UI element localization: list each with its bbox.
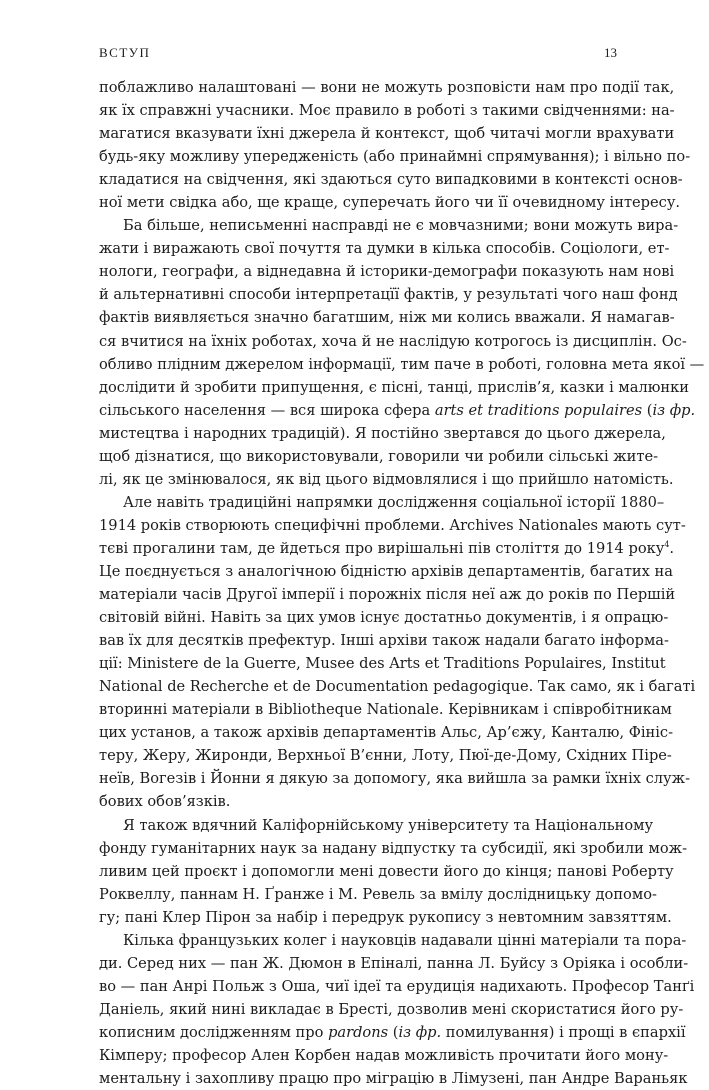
text-line: кладатися на свідчення, які здаються суто випадковими в контексті основ- — [99, 171, 683, 189]
text-line: вав їх для десятків префектур. Інші архіви також надали багато інформа- — [99, 632, 669, 650]
text-line: Це поєднується з аналогічною бідністю архівів департаментів, багатих на — [99, 562, 673, 580]
text-line: тєві прогалини там, де йдеться про вирішальні пів століття до 1914 року$^4$. — [99, 539, 675, 557]
text-line: матеріали часів Другої імперії і порожніх після неї аж до років по Першій — [99, 586, 676, 604]
page-number: 13 — [604, 45, 617, 60]
text-line: ції: Ministere de la Guerre, Musee des Arts et Traditions Populaires, Institut — [99, 655, 666, 673]
running-head — [99, 45, 617, 65]
text-line: як їх справжні учасники. Моє правило в роботі з такими свідченнями: на- — [99, 102, 675, 120]
text-line: нологи, географи, а віднедавна й історики-демографи показують нам нові — [99, 263, 675, 281]
text-line: поблажливо налаштовані — вони не можуть розповісти нам про події так, — [99, 79, 675, 96]
text-line: ментальну і захопливу працю про міграцію в Лімузені, пан Андре Вараньяк — [99, 1070, 688, 1088]
italic-term: arts et traditions populaires — [434, 401, 643, 419]
italic-term: pardons — [328, 1023, 389, 1041]
text-line: National de Recherche et de Documentation pedagogique. Так само, як і багаті — [99, 678, 696, 696]
text-line: фонду гуманітарних наук за надану відпустку та субсидії, які зробили мож- — [99, 839, 688, 857]
text-line: будь-яку можливу упередженість (або принаймні спрямування); і вільно по- — [99, 148, 691, 166]
text-line: Даніель, який нині викладає в Бресті, дозволив мені скористатися його ру- — [99, 1000, 684, 1018]
text-line: мистецтва і народних традицій). Я постійно звертався до цього джерела, — [99, 424, 666, 442]
text-line: цих установ, а також архівів департаментів Альс, Ар’єжу, Канталю, Фініс- — [99, 724, 674, 742]
text-line: во — пан Анрі Польж з Оша, чиї ідеї та ерудиція надихають. Професор Танґі — [99, 977, 695, 995]
section-title: ВСТУП — [99, 45, 151, 60]
text-line: Кімперу; професор Ален Корбен надав можливість прочитати його мону- — [99, 1046, 669, 1064]
text-line: жати і виражають свої почуття та думки в кілька способів. Соціологи, ет- — [99, 240, 670, 258]
text-line: Але навіть традиційні напрямки дослідження соціальної історії 1880– — [123, 493, 665, 511]
text-line: обливо плідним джерелом інформації, тим паче в роботі, головна мета якої — — [99, 355, 705, 373]
text-line: фактів виявляється значно багатшим, ніж ми колись вважали. Я намагав- — [99, 309, 675, 327]
text-line: 1914 років створюють специфічні проблеми. Archives Nationales мають сут- — [99, 516, 686, 534]
footnote-ref[interactable]: 4 — [664, 540, 670, 550]
text-line: щоб дізнатися, що використовували, говорили чи робили сільські жите- — [99, 447, 659, 465]
text-line: ної мети свідка або, ще краще, суперечать його чи її очевидному інтересу. — [99, 194, 681, 212]
text-line: кописним дослідженням про pardons (із фр. помилування) і прощі в єпархії — [99, 1023, 686, 1041]
italic-term: із фр. — [398, 1023, 442, 1041]
text-line: ся вчитися на їхніх роботах, хоча й не наслідую котрогось із дисциплін. Ос- — [99, 332, 687, 350]
text-line: Кілька французьких колег і науковців надавали цінні матеріали та пора- — [123, 931, 687, 949]
text-line: Я також вдячний Каліфорнійському університету та Національному — [123, 816, 654, 834]
text-line: бових обов’язків. — [99, 793, 231, 811]
body-text — [99, 76, 705, 1090]
text-line: лі, як це змінювалося, як від цього відмовлялися і що прийшло натомість. — [99, 470, 674, 488]
text-line: сільського населення — вся широка сфера arts et traditions populaires (із фр. — [99, 401, 696, 419]
text-line: ливим цей проєкт і допомогли мені довести його до кінця; панові Роберту — [99, 862, 674, 880]
text-line: магатися вказувати їхні джерела й контекст, щоб читачі могли врахувати — [99, 125, 675, 143]
text-line: й альтернативні способи інтерпретацїї фактів, у результаті чого наш фонд — [99, 286, 678, 304]
text-line: гу; пані Клер Пірон за набір і передрук рукопису з невтомним завзяттям. — [99, 908, 672, 926]
text-line: неїв, Вогезів і Йонни я дякую за допомогу, яка вийшла за рамки їхніх служ- — [99, 770, 691, 788]
italic-term: із фр. — [652, 401, 696, 419]
text-line: Роквеллу, паннам Н. Ґранже і М. Ревель за вмілу дослідницьку допомо- — [99, 885, 657, 903]
text-line: вторинні матеріали в Bibliotheque Nationale. Керівникам і співробітникам — [99, 701, 672, 719]
text-line: ди. Серед них — пан Ж. Дюмон в Епіналі, панна Л. Буйсу з Оріяка і особли- — [99, 954, 689, 972]
text-line: теру, Жеру, Жиронди, Верхньої В’єнни, Лоту, Пюї-де-Дому, Східних Піре- — [99, 747, 672, 765]
text-line: світовій війні. Навіть за цих умов існує достатньо документів, і я опрацю- — [99, 609, 669, 627]
text-line: Ба більше, неписьменні насправді не є мовчазними; вони можуть вира- — [123, 217, 679, 235]
text-line: дослідити й зробити припущення, є пісні, танці, прислів’я, казки і малюнки — [99, 378, 689, 396]
